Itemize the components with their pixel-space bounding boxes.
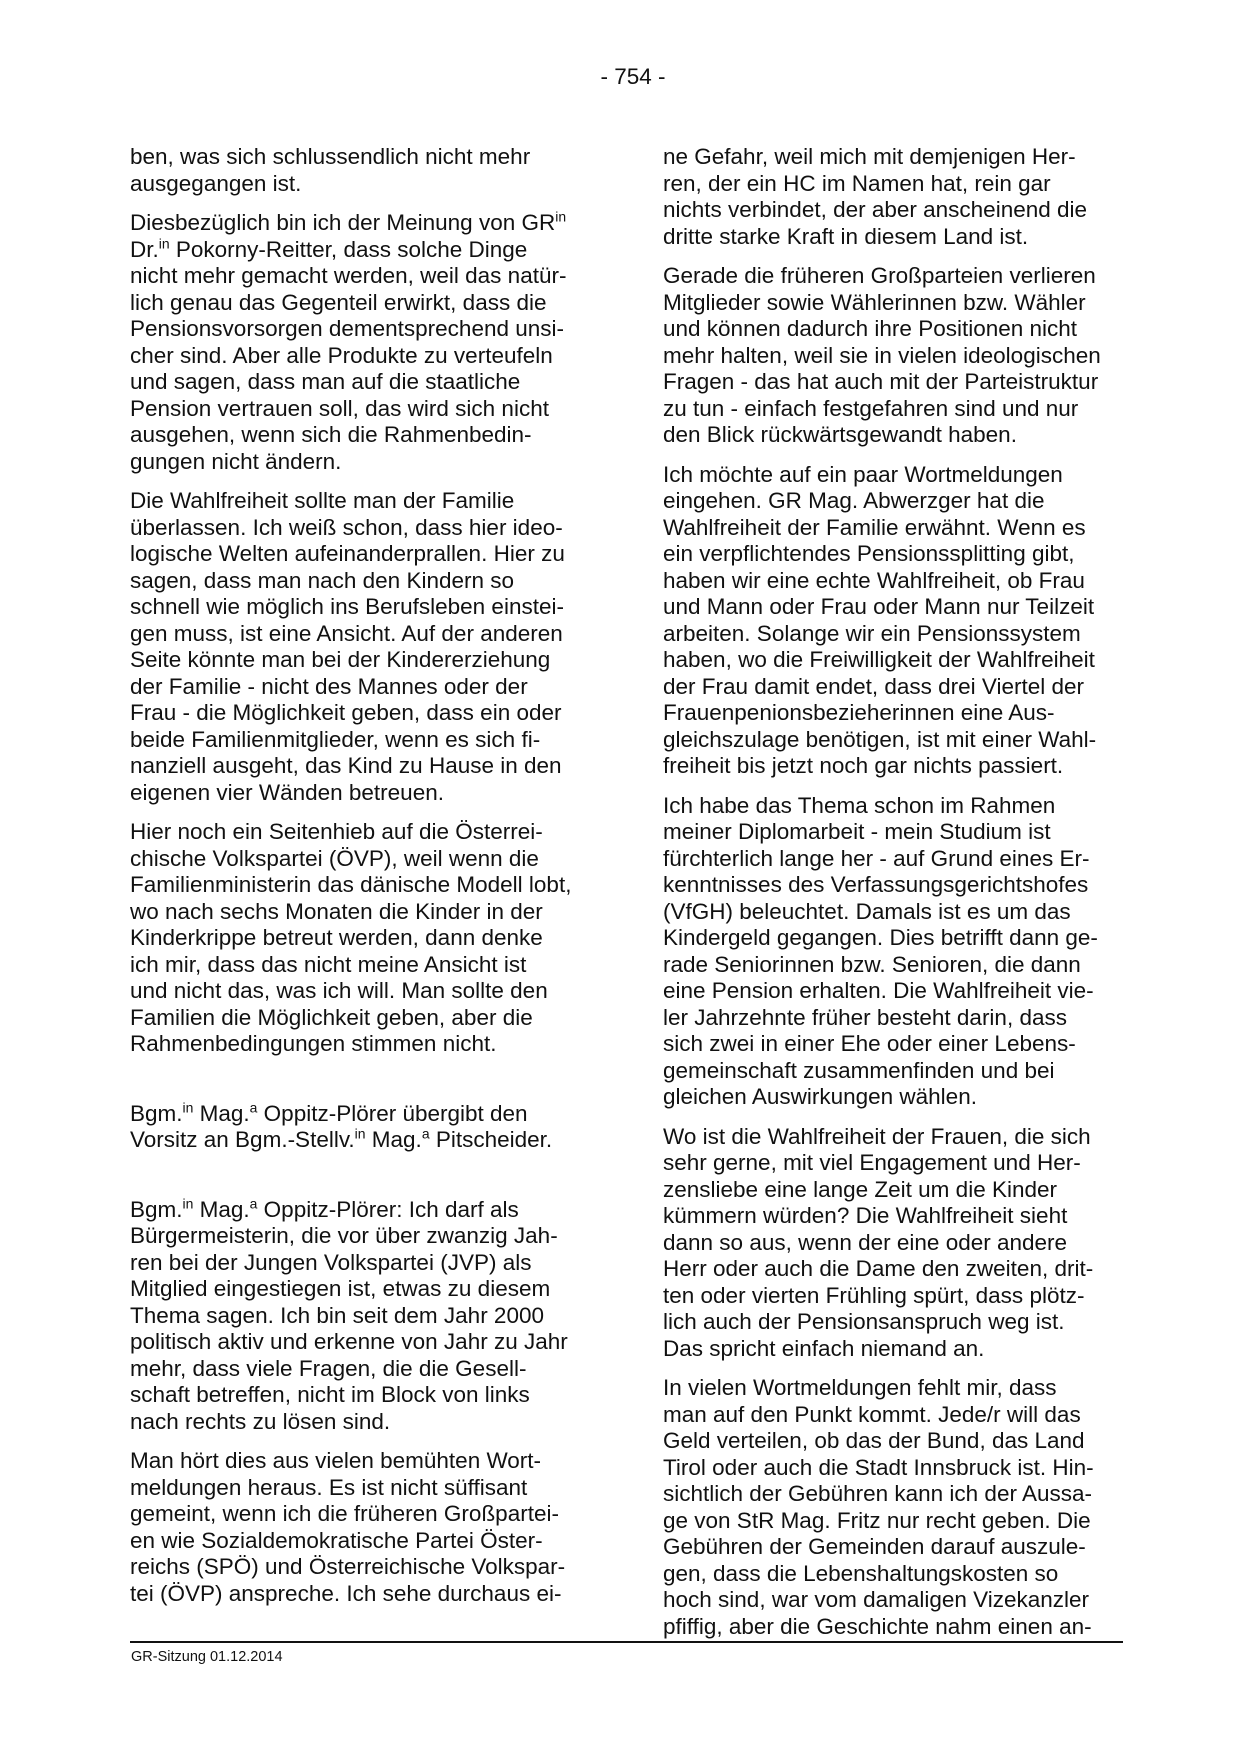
text-line: Hier noch ein Seitenhieb auf die Österrei- <box>130 819 543 844</box>
text-line: Geld verteilen, ob das der Bund, das Land <box>663 1428 1085 1453</box>
text-line: meiner Diplomarbeit - mein Studium ist <box>663 819 1051 844</box>
text-line: gleichen Auswirkungen wählen. <box>663 1084 977 1109</box>
text-line: eigenen vier Wänden betreuen. <box>130 779 444 805</box>
text-line: ten oder vierten Frühling spürt, dass plötz- <box>663 1282 1085 1308</box>
text-line: beide Familienmitglieder, wenn es sich fi- <box>130 726 541 752</box>
page-number: - 754 - <box>600 64 666 89</box>
text-line: ausgegangen ist. <box>130 170 302 196</box>
text-line: kümmern würden? Die Wahlfreiheit sieht <box>663 1203 1068 1228</box>
text-line: kenntnisses des Verfassungsgerichtshofes <box>663 872 1089 897</box>
text-line: Familienministerin das dänische Modell lobt, <box>130 872 572 897</box>
text-line: cher sind. Aber alle Produkte zu verteufeln <box>130 342 553 368</box>
text-line: den Blick rückwärtsgewandt haben. <box>663 422 1017 447</box>
text-line: nicht mehr gemacht werden, weil das natür- <box>130 263 567 288</box>
text-line: Bgm.$^{in}$ Mag.$^a$ Oppitz-Plörer: Ich darf als <box>130 1195 519 1222</box>
text-line: schaft betreffen, nicht im Block von links <box>130 1382 530 1407</box>
paragraph <box>130 488 655 806</box>
text-line: freiheit bis jetzt noch gar nichts passiert. <box>663 753 1064 778</box>
text-line: Wahlfreiheit der Familie erwähnt. Wenn es <box>663 514 1086 540</box>
text-line: ren, der ein HC im Namen hat, rein gar <box>663 170 1051 196</box>
text-line: Mitglieder sowie Wählerinnen bzw. Wähler <box>663 289 1086 315</box>
footer-session-label: GR-Sitzung 01.12.2014 <box>131 1649 283 1665</box>
text-line: en wie Sozialdemokratische Partei Öster- <box>130 1527 543 1553</box>
text-line: ich mir, dass das nicht meine Ansicht ist <box>130 951 527 977</box>
text-line: zu tun - einfach festgefahren sind und nur <box>663 395 1079 421</box>
text-line: Ich möchte auf ein paar Wortmeldungen <box>663 461 1063 487</box>
text-line: Frau - die Möglichkeit geben, dass ein oder <box>130 700 562 725</box>
text-line: fürchterlich lange her - auf Grund eines Er- <box>663 845 1090 871</box>
column-left <box>130 144 655 1620</box>
text-line: Tirol oder auch die Stadt Innsbruck ist. Hin- <box>663 1454 1094 1480</box>
text-line: sich zwei in einer Ehe oder einer Lebens- <box>663 1031 1076 1056</box>
text-line: reichs (SPÖ) und Österreichische Volkspar- <box>130 1554 566 1579</box>
text-line: haben wir eine echte Wahlfreiheit, ob Frau <box>663 567 1085 593</box>
text-line: nanziell ausgeht, das Kind zu Hause in den <box>130 753 562 778</box>
text-line: ein verpflichtendes Pensionssplitting gibt, <box>663 541 1075 566</box>
text-line: Ich habe das Thema schon im Rahmen <box>663 792 1056 818</box>
text-line: sagen, dass man nach den Kindern so <box>130 567 515 593</box>
text-line: dritte starke Kraft in diesem Land ist. <box>663 223 1029 249</box>
text-line: logische Welten aufeinanderprallen. Hier zu <box>130 541 565 566</box>
text-line: gleichszulage benötigen, ist mit einer Wahl- <box>663 726 1097 752</box>
text-line: Frauenpenionsbezieherinnen eine Aus- <box>663 700 1055 725</box>
text-line: Thema sagen. Ich bin seit dem Jahr 2000 <box>130 1302 544 1328</box>
text-line: Fragen - das hat auch mit der Parteistruktur <box>663 369 1099 394</box>
paragraph <box>130 1101 655 1154</box>
paragraph <box>130 819 655 1058</box>
text-line: Kindergeld gegangen. Dies betrifft dann ge- <box>663 925 1098 950</box>
text-line: Diesbezüglich bin ich der Meinung von $GR^{in}$ <box>130 208 567 235</box>
text-line: Rahmenbedingungen stimmen nicht. <box>130 1031 497 1056</box>
text-line: gungen nicht ändern. <box>130 448 342 474</box>
text-line: ne Gefahr, weil mich mit demjenigen Her- <box>663 144 1076 169</box>
text-line: eine Pension erhalten. Die Wahlfreiheit vie- <box>663 978 1094 1003</box>
text-line: gen muss, ist eine Ansicht. Auf der anderen <box>130 620 563 646</box>
text-line: Vorsitz an Bgm.-Stellv.$^{in}$ Mag.$^a$ Pitscheider. <box>130 1125 553 1152</box>
text-line: chische Volkspartei (ÖVP), weil wenn die <box>130 845 539 871</box>
footer-divider <box>130 1641 1123 1643</box>
paragraph <box>130 1448 655 1607</box>
text-line: lich auch der Pensionsanspruch weg ist. <box>663 1309 1065 1334</box>
text-line: und können dadurch ihre Positionen nicht <box>663 316 1078 341</box>
text-line: und Mann oder Frau oder Mann nur Teilzeit <box>663 594 1095 619</box>
text-line: Bürgermeisterin, die vor über zwanzig Jah- <box>130 1223 558 1248</box>
text-line: Wo ist die Wahlfreiheit der Frauen, die sich <box>663 1123 1091 1149</box>
text-line: zensliebe eine lange Zeit um die Kinder <box>663 1176 1057 1202</box>
paragraph <box>130 144 655 197</box>
text-line: gemeint, wenn ich die früheren Großpartei- <box>130 1501 559 1526</box>
text-line: Das spricht einfach niemand an. <box>663 1335 985 1361</box>
text-line: mehr halten, weil sie in vielen ideologischen <box>663 342 1101 368</box>
text-line: sehr gerne, mit viel Engagement und Her- <box>663 1150 1081 1175</box>
text-line: der Familie - nicht des Mannes oder der <box>130 673 528 699</box>
text-line: überlassen. Ich weiß schon, dass hier ideo- <box>130 514 563 540</box>
text-line: Die Wahlfreiheit sollte man der Familie <box>130 488 515 513</box>
text-line: man auf den Punkt kommt. Jede/r will das <box>663 1401 1081 1427</box>
text-line: Seite könnte man bei der Kindererziehung <box>130 647 551 672</box>
paragraph <box>663 1124 1198 1363</box>
text-line: nach rechts zu lösen sind. <box>130 1408 391 1434</box>
text-line: Gebühren der Gemeinden darauf auszule- <box>663 1534 1086 1559</box>
text-line: tei (ÖVP) anspreche. Ich sehe durchaus ei- <box>130 1580 562 1606</box>
text-line: Herr oder auch die Dame den zweiten, drit- <box>663 1256 1094 1281</box>
paragraph <box>663 144 1198 250</box>
text-line: Dr.$^{in}$ Pokorny-Reitter, dass solche Dinge <box>130 235 528 262</box>
text-line: Gerade die früheren Großparteien verlieren <box>663 263 1096 288</box>
text-line: Bgm.$^{in}$ Mag.$^a$ Oppitz-Plörer übergibt den <box>130 1099 528 1126</box>
text-line: ge von StR Mag. Fritz nur recht geben. Die <box>663 1507 1091 1533</box>
text-line: schnell wie möglich ins Berufsleben einstei- <box>130 594 564 619</box>
text-line: mehr, dass viele Fragen, die die Gesell- <box>130 1355 527 1381</box>
text-line: Mitglied eingestiegen ist, etwas zu diesem <box>130 1276 551 1301</box>
text-line: wo nach sechs Monaten die Kinder in der <box>130 898 543 924</box>
paragraph <box>663 793 1198 1111</box>
text-line: eingehen. GR Mag. Abwerzger hat die <box>663 488 1045 513</box>
paragraph <box>663 1375 1198 1640</box>
column-right <box>663 144 1198 1653</box>
text-line: Pensionsvorsorgen dementsprechend unsi- <box>130 316 565 341</box>
text-line: Familien die Möglichkeit geben, aber die <box>130 1004 533 1030</box>
paragraph <box>130 210 655 475</box>
text-line: hoch sind, war vom damaligen Vizekanzler <box>663 1587 1090 1612</box>
text-line: arbeiten. Solange wir ein Pensionssystem <box>663 620 1081 646</box>
text-line: und sagen, dass man auf die staatliche <box>130 369 521 394</box>
text-line: lich genau das Gegenteil erwirkt, dass die <box>130 289 547 315</box>
text-line: pfiffig, aber die Geschichte nahm einen an- <box>663 1613 1092 1639</box>
text-line: ausgehen, wenn sich die Rahmenbedin- <box>130 422 532 447</box>
text-line: und nicht das, was ich will. Man sollte den <box>130 978 548 1003</box>
paragraph <box>130 1197 655 1436</box>
text-line: gen, dass die Lebenshaltungskosten so <box>663 1560 1059 1586</box>
text-line: nichts verbindet, der aber anscheinend die <box>663 197 1088 222</box>
text-line: gemeinschaft zusammenfinden und bei <box>663 1057 1055 1083</box>
text-line: haben, wo die Freiwilligkeit der Wahlfreiheit <box>663 647 1095 672</box>
text-line: rade Seniorinnen bzw. Senioren, die dann <box>663 951 1081 977</box>
text-line: ben, was sich schlussendlich nicht mehr <box>130 144 531 169</box>
text-line: der Frau damit endet, dass drei Viertel der <box>663 673 1085 699</box>
text-line: Kinderkrippe betreut werden, dann denke <box>130 925 543 950</box>
text-line: Man hört dies aus vielen bemühten Wort- <box>130 1448 542 1473</box>
text-line: sichtlich der Gebühren kann ich der Aussa- <box>663 1481 1092 1506</box>
text-line: (VfGH) beleuchtet. Damals ist es um das <box>663 898 1071 924</box>
text-line: dann so aus, wenn der eine oder andere <box>663 1229 1068 1255</box>
text-line: ler Jahrzehnte früher besteht darin, dass <box>663 1004 1067 1030</box>
text-line: Pension vertrauen soll, das wird sich nicht <box>130 395 549 421</box>
text-line: ren bei der Jungen Volkspartei (JVP) als <box>130 1249 532 1275</box>
paragraph <box>663 462 1198 780</box>
text-line: In vielen Wortmeldungen fehlt mir, dass <box>663 1375 1057 1400</box>
text-line: politisch aktiv und erkenne von Jahr zu Jahr <box>130 1329 568 1354</box>
text-line: meldungen heraus. Es ist nicht süffisant <box>130 1474 528 1500</box>
paragraph <box>663 263 1198 449</box>
